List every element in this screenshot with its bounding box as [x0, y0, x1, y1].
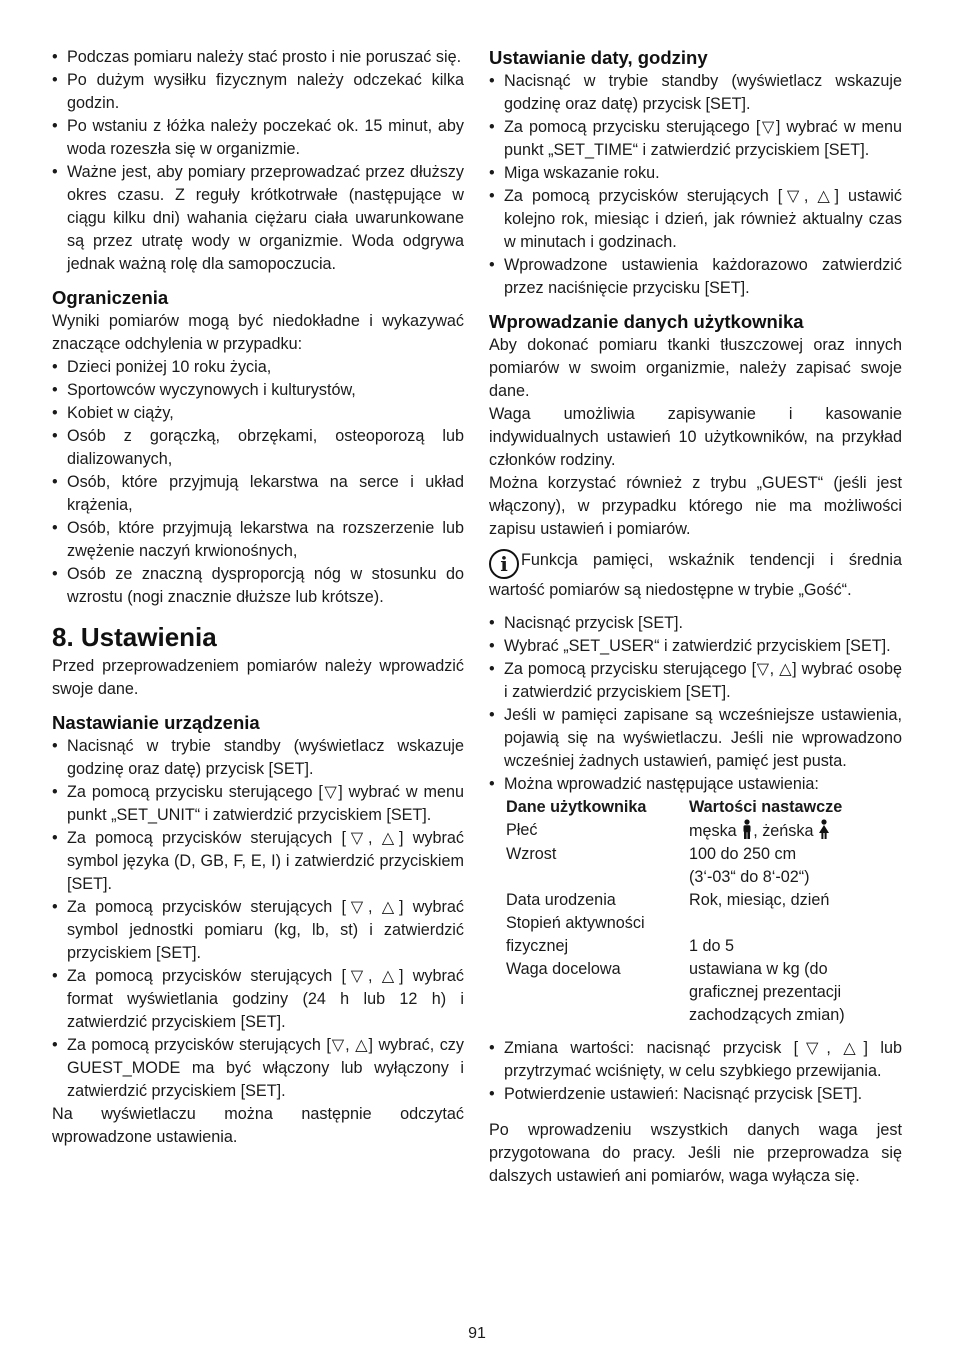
height-value-ft: (3‘-03“ do 8‘-02“) [689, 868, 810, 886]
user-bullet-list [489, 612, 902, 796]
device-bullet-list [52, 735, 464, 1103]
table-row [506, 912, 902, 958]
limits-heading: Ograniczenia [52, 287, 169, 308]
limits-bullet-list [52, 356, 464, 609]
table-header: Dane użytkownika [506, 798, 647, 816]
table-cell [506, 912, 689, 958]
list-item: • Osób, które przyjmują lekarstwa na rozszerzenie lub zwężenie naczyń krwionośnych, [52, 517, 464, 563]
gender-male-label: męska [689, 822, 737, 840]
list-item: • Potwierdzenie ustawień: Nacisnąć przycisk [SET]. [489, 1083, 902, 1106]
table-row [506, 843, 902, 889]
list-item: • Za pomocą przycisku sterującego [▽] wybrać w menu punkt „SET_TIME“ i zatwierdzić przyciskiem [SET]. [489, 116, 902, 162]
list-item: • Po dużym wysiłku fizycznym należy odczekać kilka godzin. [52, 69, 464, 115]
info-icon: i [489, 549, 519, 579]
list-item: • Osób z gorączką, obrzękami, osteoporozą lub dializowanych, [52, 425, 464, 471]
list-item: • Nacisnąć przycisk [SET]. [489, 612, 902, 635]
list-item: • Kobiet w ciąży, [52, 402, 464, 425]
activity-label-1: Stopień aktywności [506, 914, 645, 932]
male-figure-icon [741, 819, 753, 839]
device-outro: Na wyświetlaczu można następnie odczytać wprowadzone ustawienia. [52, 1105, 464, 1146]
list-item: • Nacisnąć w trybie standby (wyświetlacz wskazuje godzinę oraz datę) przycisk [SET]. [489, 70, 902, 116]
activity-label-2: fizycznej [506, 937, 569, 955]
closing-paragraph: Po wprowadzeniu wszystkich danych waga jest przygotowana do pracy. Jeśli nie przeprowadza się dalszych ustawień ani pomiarów, waga wyłącza się. [489, 1121, 902, 1185]
table-row [506, 819, 902, 843]
list-item: • Za pomocą przycisków sterujących [▽, △] wybrać format wyświetlania godziny (24 h lub 12 h) i zatwierdzić przyciskiem [SET]. [52, 965, 464, 1034]
list-item: • Zmiana wartości: nacisnąć przycisk [▽, △] lub przytrzymać wciśnięty, w celu szybkiego przewijania. [489, 1037, 902, 1083]
date-heading: Ustawianie daty, godziny [489, 47, 708, 68]
table-header: Wartości nastawcze [689, 798, 843, 816]
list-item: • Po wstaniu z łóżka należy poczekać ok. 15 minut, aby woda rozeszła się w organizmie. [52, 115, 464, 161]
list-item: • Dzieci poniżej 10 roku życia, [52, 356, 464, 379]
list-item: • Za pomocą przycisku sterującego [▽] wybrać w menu punkt „SET_UNIT“ i zatwierdzić przyciskiem [SET]. [52, 781, 464, 827]
list-item: • Podczas pomiaru należy stać prosto i nie poruszać się. [52, 46, 464, 69]
female-figure-icon [818, 819, 830, 839]
user-settings-table [506, 796, 902, 1027]
list-item: • Ważne jest, aby pomiary przeprowadzać przez dłuższy okres czasu. Z reguły krótkotrwałe (następujące w ciągu kilku dni) wahania ciężaru ciała uwarunkowane są przez utratę wody w organizmie. Woda odgrywa jednak ważną rolę dla samopoczucia. [52, 161, 464, 276]
list-item: • Sportowców wyczynowych i kulturystów, [52, 379, 464, 402]
final-bullet-list [489, 1037, 902, 1106]
gender-female-label: żeńska [762, 822, 814, 840]
table-row [506, 958, 902, 1027]
table-cell: męska , żeńska [689, 819, 902, 843]
list-item: • Jeśli w pamięci zapisane są wcześniejsze ustawienia, pojawią się na wyświetlaczu. Jeśli nie wprowadzono wcześniej żadnych ustawień, pamięć jest pusta. [489, 704, 902, 773]
info-note [489, 549, 902, 602]
table-cell: Data urodzenia [506, 891, 616, 909]
page-number: 91 [468, 1325, 486, 1342]
date-bullet-list [489, 70, 902, 300]
table-cell: Wzrost [506, 845, 557, 863]
intro-bullet-list [52, 46, 464, 276]
list-item: • Wybrać „SET_USER“ i zatwierdzić przyciskiem [SET]. [489, 635, 902, 658]
user-paragraph-1: Aby dokonać pomiaru tkanki tłuszczowej oraz innych pomiarów w swoim organizmie, należy zapisać swoje dane. [489, 336, 902, 400]
info-note-text: Funkcja pamięci, wskaźnik tendencji i średnia wartość pomiarów są niedostępne w trybie „Gość“. [489, 551, 902, 599]
left-column [52, 46, 464, 1149]
height-value: 100 do 250 cm [689, 845, 797, 863]
section-title: 8. Ustawienia [52, 622, 217, 652]
list-item: • Nacisnąć w trybie standby (wyświetlacz wskazuje godzinę oraz datę) przycisk [SET]. [52, 735, 464, 781]
list-item: • Za pomocą przycisków sterujących [▽, △] wybrać symbol języka (D, GB, F, E, I) i zatwierdzić przyciskiem [SET]. [52, 827, 464, 896]
limits-intro: Wyniki pomiarów mogą być niedokładne i wykazywać znaczące odchylenia w przypadku: [52, 312, 464, 353]
list-item: • Można wprowadzić następujące ustawienia: [489, 773, 902, 796]
table-cell: ustawiana w kg (do graficznej prezentacji zachodzących zmian) [689, 960, 845, 1024]
activity-value: 1 do 5 [689, 937, 735, 955]
list-item: • Za pomocą przycisków sterujących [▽, △] wybrać symbol jednostki pomiaru (kg, lb, st) i zatwierdzić przyciskiem [SET]. [52, 896, 464, 965]
list-item: • Za pomocą przycisku sterującego [▽, △] wybrać osobę i zatwierdzić przyciskiem [SET]. [489, 658, 902, 704]
table-cell [689, 843, 902, 889]
right-column [489, 46, 902, 1188]
user-heading: Wprowadzanie danych użytkownika [489, 311, 804, 332]
list-item: • Za pomocą przycisków sterujących [▽, △] wybrać, czy GUEST_MODE ma być włączony lub wyłączony i zatwierdzić przyciskiem [SET]. [52, 1034, 464, 1103]
device-heading: Nastawianie urządzenia [52, 712, 260, 733]
table-row [506, 889, 902, 912]
list-item: • Osób ze znaczną dysproporcją nóg w stosunku do wzrostu (nogi znacznie dłuższe lub krótsze). [52, 563, 464, 609]
list-item: • Miga wskazanie roku. [489, 162, 902, 185]
table-cell [689, 912, 902, 958]
table-cell: Waga docelowa [506, 960, 621, 978]
user-paragraph-2: Waga umożliwia zapisywanie i kasowanie indywidualnych ustawień 10 użytkowników, na przykład członków rodziny. [489, 405, 902, 469]
list-item: • Wprowadzone ustawienia każdorazowo zatwierdzić przez naciśnięcie przycisku [SET]. [489, 254, 902, 300]
table-cell: Rok, miesiąc, dzień [689, 891, 830, 909]
list-item: • Za pomocą przycisków sterujących [▽, △] ustawić kolejno rok, miesiąc i dzień, jak również aktualny czas w minutach i godzinach. [489, 185, 902, 254]
list-item: • Osób, które przyjmują lekarstwa na serce i układ krążenia, [52, 471, 464, 517]
table-cell: Płeć [506, 821, 538, 839]
table-header-row [506, 796, 902, 819]
section-intro: Przed przeprowadzeniem pomiarów należy wprowadzić swoje dane. [52, 657, 464, 698]
user-paragraph-3: Można korzystać również z trybu „GUEST“ (jeśli jest włączony), w przypadku którego nie ma możliwości zapisu ustawień i pomiarów. [489, 474, 902, 538]
